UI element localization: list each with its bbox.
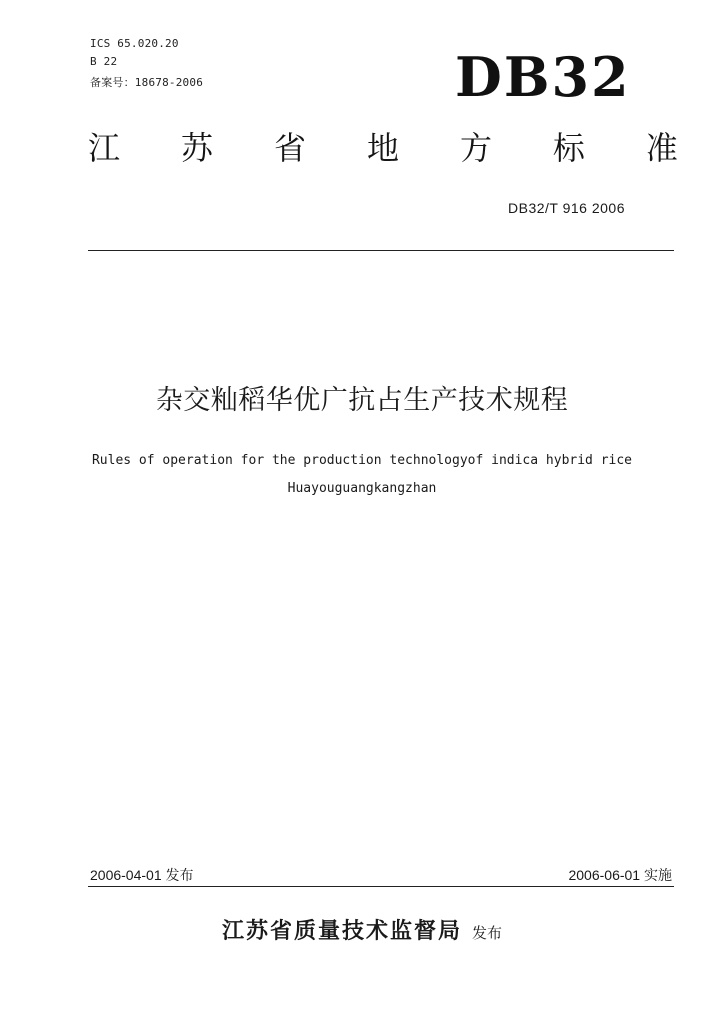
issuer-suffix: 发布	[472, 924, 503, 942]
standard-type-char: 省	[273, 129, 306, 167]
db32-mark: DB32	[455, 45, 631, 109]
top-divider	[88, 250, 674, 251]
standard-number: DB32/T 916 2006	[508, 200, 625, 216]
chinese-title: 杂交籼稻华优广抗占生产技术规程	[155, 385, 569, 416]
issuer-name: 江苏省质量技术监督局	[221, 919, 462, 944]
issuing-authority	[0, 914, 724, 945]
standard-type-char: 江	[88, 129, 121, 167]
english-title-line-1: Rules of operation for the production technologyof indica hybrid rice	[91, 453, 633, 468]
standard-type-heading	[88, 129, 678, 167]
standard-type-char: 苏	[180, 129, 213, 167]
publish-date: 2006-04-01 发布	[90, 867, 194, 883]
standard-type-char: 标	[552, 129, 585, 167]
standard-type-char: 准	[645, 129, 678, 167]
english-title-line-2: Huayouguangkangzhan	[287, 481, 437, 496]
ics-code: ICS 65.020.20	[90, 37, 179, 50]
bottom-divider	[88, 886, 674, 887]
standard-type-char: 方	[459, 129, 492, 167]
standard-type-char: 地	[366, 129, 399, 167]
implement-date: 2006-06-01 实施	[568, 867, 672, 883]
ccs-code: B 22	[90, 55, 118, 68]
filing-number: 备案号：18678-2006	[90, 76, 204, 89]
